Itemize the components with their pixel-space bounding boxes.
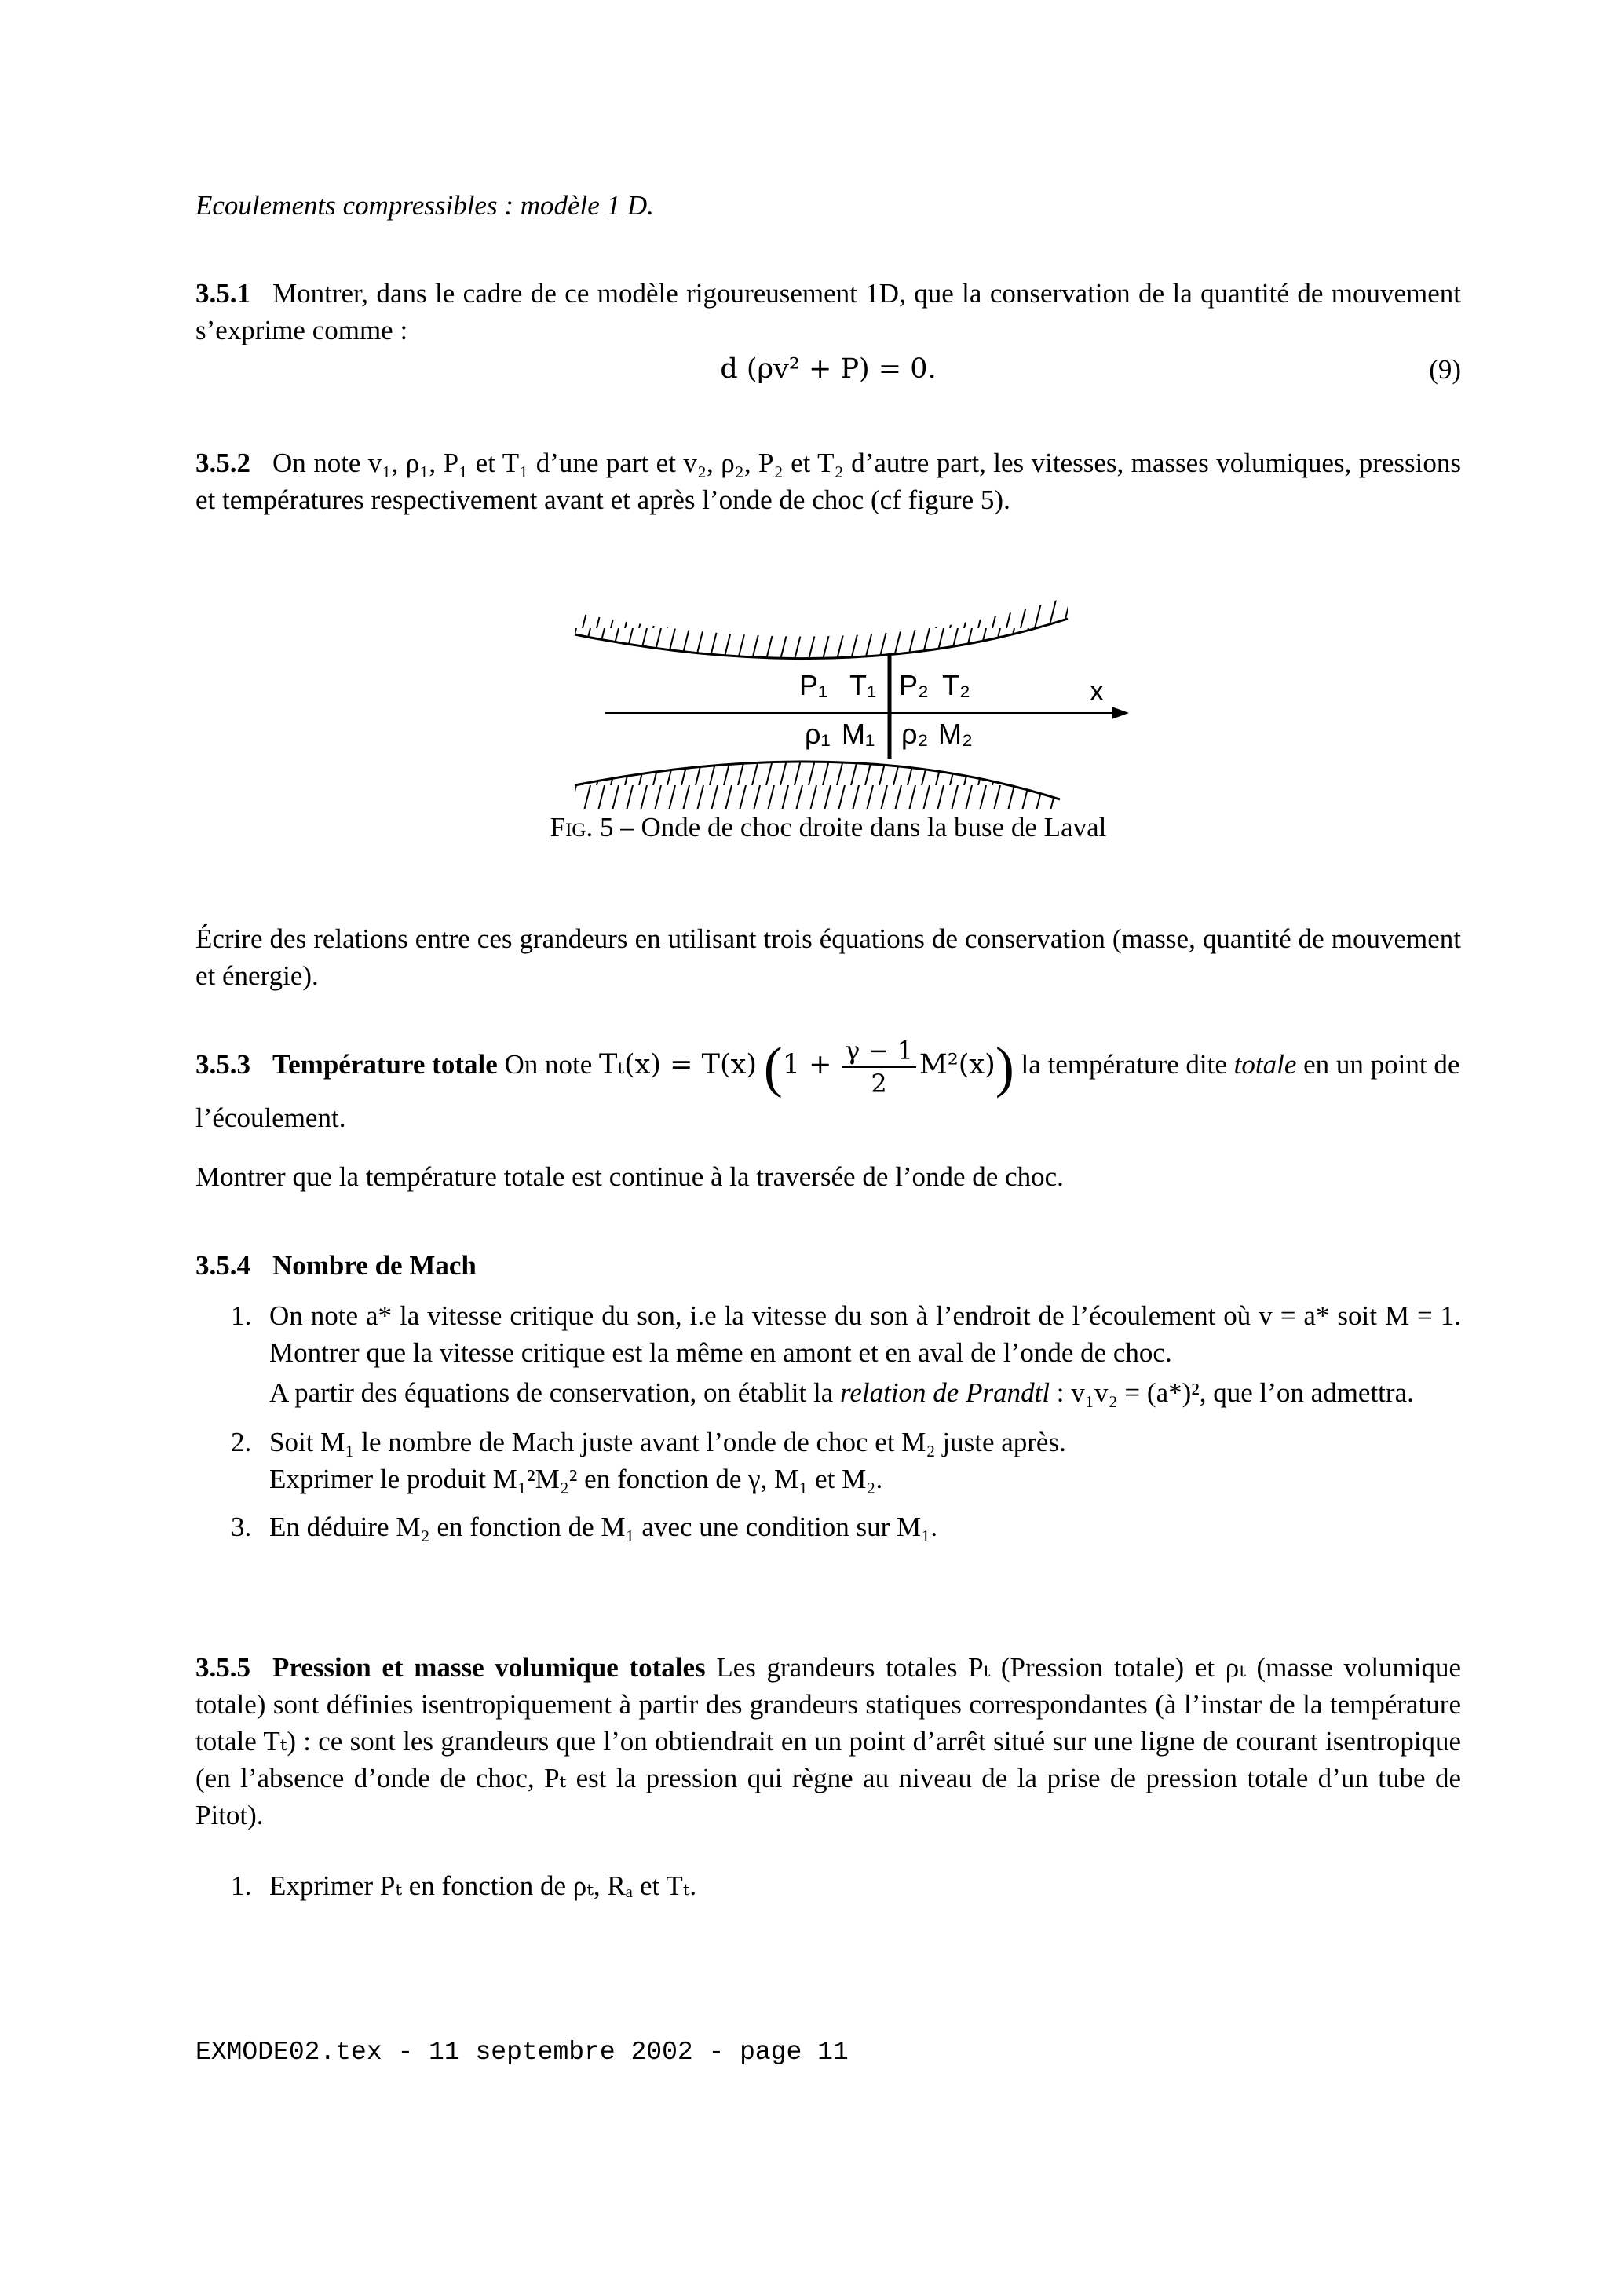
lower-wall-hatching xyxy=(575,762,1060,809)
label-axis-x: x xyxy=(1090,675,1104,707)
section-number: 3.5.2 xyxy=(195,448,250,478)
running-title: Ecoulements compressibles : modèle 1 D. xyxy=(195,190,654,221)
list-item: 1. On note a* la vitesse critique du son, i.e la vitesse du son à l’endroit de l’écoulement où v = a* soit M = 1. Montrer que la vitesse critique est la même en amont et en aval de l’onde de choc. A partir des équations de conservation, on établit la relation de Prandtl : v₁v₂ = (a*)², que l’on admettra. xyxy=(231,1300,1461,1408)
label-p1: P₁ xyxy=(799,669,828,701)
list-item: 1. Exprimer Pₜ en fonction de ρₜ, Rₐ et Tₜ. xyxy=(231,1870,697,1901)
section-3-5-4-heading xyxy=(195,1247,1461,1284)
fraction-denominator: 2 xyxy=(871,1069,887,1099)
label-rho1: ρ₁ xyxy=(805,718,831,750)
section-title: Nombre de Mach xyxy=(272,1250,477,1281)
section-3-5-5 xyxy=(195,1649,1461,1834)
laval-nozzle-figure xyxy=(565,597,1131,809)
section-title: Température totale xyxy=(272,1049,498,1080)
label-m1: M₁ xyxy=(842,718,875,750)
formula-one: 1 + xyxy=(782,1049,832,1081)
section-3-5-2 xyxy=(195,444,1461,518)
section-title: Pression et masse volumique totales xyxy=(272,1652,706,1683)
fraction-numerator: γ − 1 xyxy=(842,1035,916,1068)
section-3-5-1 xyxy=(195,275,1461,349)
after-text: la température dite xyxy=(1021,1049,1227,1080)
pressure-question-list xyxy=(195,1867,1461,1904)
page-footer: EXMODE02.tex - 11 septembre 2002 - page 11 xyxy=(195,2038,849,2067)
list-item: 3. En déduire M₂ en fonction de M₁ avec une condition sur M₁. xyxy=(231,1512,938,1542)
formula-tail: M²(x) xyxy=(919,1049,995,1081)
after-end: en un point de l’écoulement. xyxy=(195,1049,1460,1133)
caption-text: – Onde de choc droite dans la buse de Laval xyxy=(620,812,1107,843)
equation-body: d (ρv² + P) = 0. xyxy=(720,353,937,385)
label-p2: P₂ xyxy=(899,669,929,701)
formula-fraction xyxy=(842,1035,916,1099)
section-3-5-2-question: Écrire des relations entre ces grandeurs en utilisant trois équations de conservation (masse, quantité de mouvement et énergie). xyxy=(195,923,1461,991)
section-3-5-3: 3.5.3 Température totale On note Tₜ(x) = T(x) (1 + $\frac{\gamma - 1}{2}$ M²(x)) la température dite totale en un point de l’écoulement. xyxy=(195,1036,1460,1133)
upper-wall-hatching xyxy=(575,597,1068,659)
section-text: Les grandeurs totales Pₜ (Pression totale) et ρₜ (masse volumique totale) sont définies isentropiquement à partir des grandeurs statiques correspondantes (à l’instar de la température totale Tₜ) : ce sont les grandeurs que l’on obtiendrait en un point d’arrêt situé sur une ligne de courant isentropique (en l’absence d’onde de choc, Pₜ est la pression qui règne au niveau de la prise de pression totale d’un tube de Pitot). xyxy=(195,1652,1462,1830)
equation-number: (9) xyxy=(1429,354,1461,385)
label-t2: T₂ xyxy=(942,669,970,701)
formula-lhs: Tₜ(x) = T(x) xyxy=(599,1049,758,1081)
section-number: 3.5.4 xyxy=(195,1250,250,1281)
section-3-5-3-question: Montrer que la température totale est continue à la traversée de l’onde de choc. xyxy=(195,1161,1064,1192)
list-item: 2. Soit M₁ le nombre de Mach juste avant l’onde de choc et M₂ juste après. Exprimer le produit M₁²M₂² en fonction de γ, M₁ et M₂. xyxy=(231,1427,1066,1494)
equation-9 xyxy=(195,351,1461,388)
section-number: 3.5.3 xyxy=(195,1049,250,1080)
section-text: Montrer, dans le cadre de ce modèle rigoureusement 1D, que la conservation de la quantité de mouvement s’exprime comme : xyxy=(195,278,1461,345)
label-m2: M₂ xyxy=(938,718,973,750)
mach-question-list xyxy=(195,1297,1461,1545)
lead-text: On note xyxy=(504,1049,593,1080)
label-rho2: ρ₂ xyxy=(901,718,929,750)
section-number: 3.5.5 xyxy=(195,1652,250,1683)
caption-number: 5 xyxy=(600,812,614,843)
x-axis-arrow xyxy=(1112,707,1129,719)
figure-caption xyxy=(195,809,1461,846)
section-number: 3.5.1 xyxy=(195,278,250,309)
section-text: On note v₁, ρ₁, P₁ et T₁ d’une part et v₂, ρ₂, P₂ et T₂ d’autre part, les vitesses, masses volumiques, pressions et températures respectivement avant et après l’onde de choc (cf figure 5). xyxy=(195,448,1461,515)
caption-prefix: Fig. xyxy=(550,812,594,843)
label-t1: T₁ xyxy=(849,669,877,701)
after-italic: totale xyxy=(1233,1049,1297,1080)
